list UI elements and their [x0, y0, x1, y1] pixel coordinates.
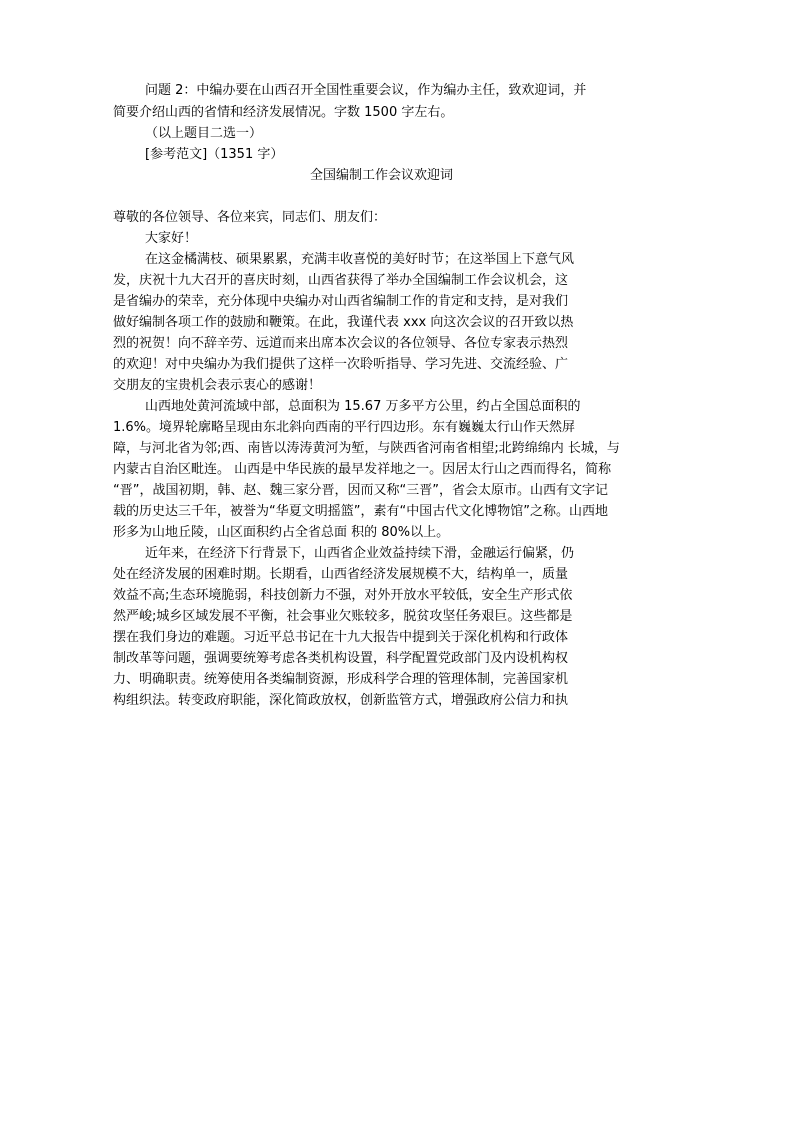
greeting: 大家好！ — [145, 231, 198, 246]
paragraph-3-line: 处在经济发展的困难时期。长期看，山西省经济发展规模不大，结构单一，质量 — [113, 567, 569, 582]
paragraph-1-line: 交朋友的宝贵机会表示衷心的感谢！ — [113, 378, 322, 393]
choose-note: （以上题目二选一） — [145, 126, 263, 141]
paragraph-1-line: 烈的祝贺！向不辞辛劳、远道而来出席本次会议的各位领导、各位专家表示热烈 — [113, 336, 569, 351]
paragraph-3-line: 力、明确职责。统筹使用各类编制资源，形成科学合理的管理体制，完善国家机 — [113, 672, 569, 687]
salutation: 尊敬的各位领导、各位来宾，同志们、朋友们： — [113, 210, 387, 225]
paragraph-2-line: 1.6%。境界轮廓略呈现由东北斜向西南的平行四边形。东有巍巍太行山作天然屏 — [113, 420, 576, 435]
paragraph-1-line: 的欢迎！对中央编办为我们提供了这样一次聆听指导、学习先进、交流经验、广 — [113, 357, 569, 372]
paragraph-1-line: 是省编办的荣幸，充分体现中央编办对山西省编制工作的肯定和支持，是对我们 — [113, 294, 569, 309]
paragraph-3-line: 制改革等问题，强调要统筹考虑各类机构设置，科学配置党政部门及内设机构权 — [113, 651, 569, 666]
paragraph-3-line: 摆在我们身边的难题。习近平总书记在十九大报告中提到关于深化机构和行政体 — [113, 630, 569, 645]
paragraph-3-line: 近年来，在经济下行背景下，山西省企业效益持续下滑，金融运行偏紧，仍 — [145, 546, 575, 561]
paragraph-2-line: 山西地处黄河流域中部，总面积为 15.67 万多平方公里，约占全国总面积的 — [145, 399, 581, 414]
paragraph-2-line: 载的历史达三千年，被誉为“华夏文明摇篮”，素有“中国古代文化博物馆”之称。山西地 — [113, 504, 608, 519]
paragraph-1-line: 做好编制各项工作的鼓励和鞭策。在此，我谨代表 xxx 向这次会议的召开致以热 — [113, 315, 574, 330]
paragraph-2-line: “晋”，战国初期，韩、赵、魏三家分晋，因而又称“三晋”，省会太原市。山西有文字记 — [113, 483, 608, 498]
speech-title: 全国编制工作会议欢迎词 — [310, 168, 454, 183]
paragraph-1-line: 发，庆祝十九大召开的喜庆时刻，山西省获得了举办全国编制工作会议机会，这 — [113, 273, 569, 288]
question-line-2: 简要介绍山西的省情和经济发展情况。字数 1500 字左右。 — [113, 105, 454, 120]
paragraph-2-line: 障，与河北省为邻;西、南皆以涛涛黄河为堑，与陕西省河南省相望;北跨绵绵内 长城，与 — [113, 441, 620, 456]
paragraph-2-line: 形多为山地丘陵，山区面积约占全省总面 积的 80%以上。 — [113, 525, 450, 540]
paragraph-1-line: 在这金橘满枝、硕果累累，充满丰收喜悦的美好时节；在这举国上下意气风 — [145, 252, 575, 267]
paragraph-3-line: 构组织法。转变政府职能，深化简政放权，创新监管方式，增强政府公信力和执 — [113, 693, 569, 708]
paragraph-2-line: 内蒙古自治区毗连。 山西是中华民族的最早发祥地之一。因居太行山之西而得名，简称 — [113, 462, 612, 477]
paragraph-3-line: 效益不高;生态环境脆弱，科技创新力不强，对外开放水平较低，安全生产形式依 — [113, 588, 573, 603]
reference-label: [参考范文]（1351 字） — [145, 147, 284, 162]
paragraph-3-line: 然严峻;城乡区域发展不平衡，社会事业欠账较多，脱贫攻坚任务艰巨。这些都是 — [113, 609, 573, 624]
question-line-1: 问题 2：中编办要在山西召开全国性重要会议，作为编办主任，致欢迎词，并 — [145, 83, 587, 98]
